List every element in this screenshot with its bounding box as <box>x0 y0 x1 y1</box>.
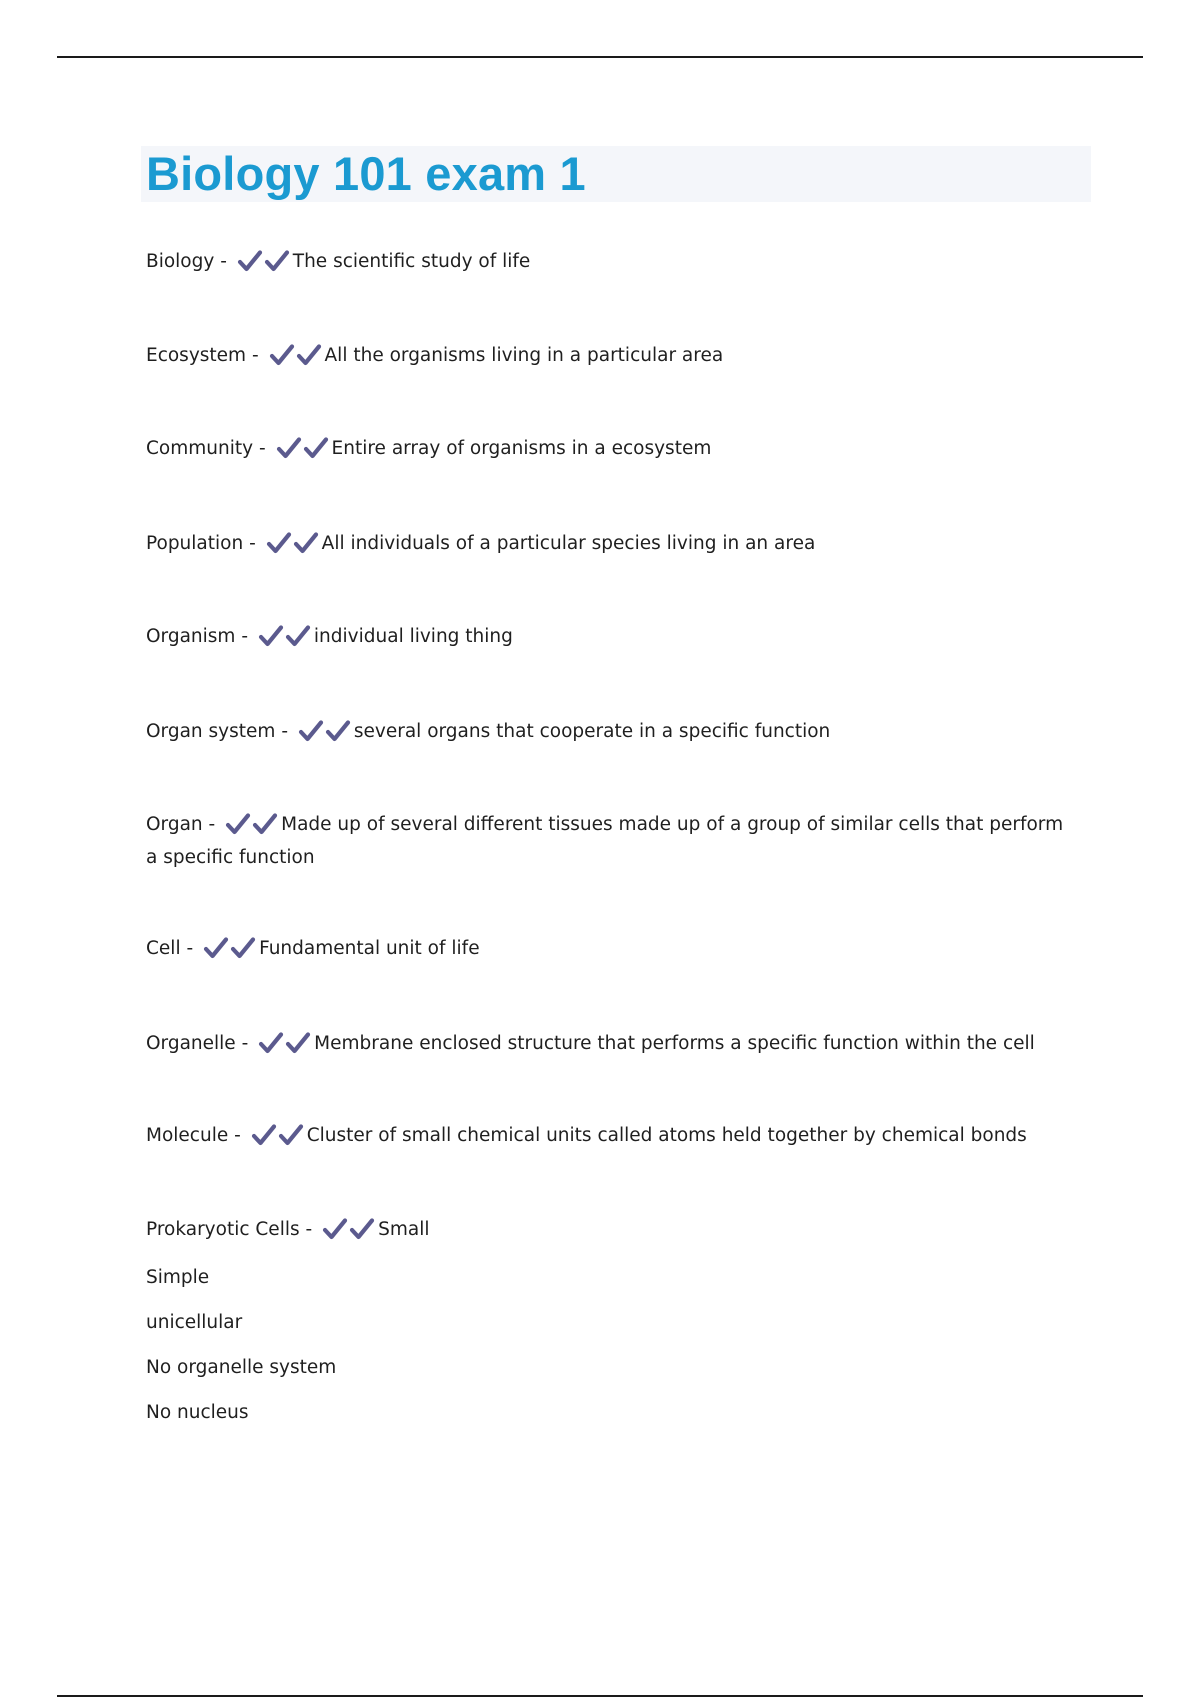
entry-organ <box>146 810 1066 873</box>
check-icon <box>276 437 303 459</box>
entry-definition: All individuals of a particular species living in an area <box>321 533 816 554</box>
check-icon <box>230 937 257 959</box>
entry-separator: - <box>281 721 288 742</box>
check-icon <box>258 625 285 647</box>
double-check-icon <box>266 532 320 562</box>
entry-term: Organ system <box>146 721 276 742</box>
check-icon <box>285 1032 312 1054</box>
entry-definition: The scientific study of life <box>292 251 531 272</box>
entry-extra-line: No organelle system <box>146 1357 337 1378</box>
check-icon <box>325 720 352 742</box>
entry-separator: - <box>241 1033 249 1054</box>
entry-molecule <box>146 1121 1066 1154</box>
entry-ecosystem <box>146 341 1066 374</box>
check-icon <box>303 437 330 459</box>
entry-cell <box>146 934 1066 967</box>
entry-definition: Cluster of small chemical units called atoms held together by chemical bonds <box>306 1125 1027 1146</box>
check-icon <box>266 532 293 554</box>
entry-term: Organelle <box>146 1033 236 1054</box>
entry-term: Organ <box>146 814 203 835</box>
check-icon <box>225 813 252 835</box>
entry-term: Community <box>146 438 254 459</box>
double-check-icon <box>237 250 291 280</box>
entry-separator: - <box>234 1125 241 1146</box>
entry-term: Molecule <box>146 1125 229 1146</box>
check-icon <box>293 532 320 554</box>
check-icon <box>278 1124 305 1146</box>
double-check-icon <box>269 344 323 374</box>
entry-separator: - <box>186 938 194 959</box>
check-icon <box>349 1218 376 1240</box>
entry-organism <box>146 622 1066 655</box>
entry-term: Prokaryotic Cells <box>146 1219 300 1240</box>
entry-term: Population <box>146 533 244 554</box>
check-icon <box>269 344 296 366</box>
check-icon <box>264 250 291 272</box>
entry-organ-system <box>146 717 1066 750</box>
double-check-icon <box>203 937 257 967</box>
double-check-icon <box>225 813 279 843</box>
entry-extra-line: unicellular <box>146 1312 243 1333</box>
footer-rule <box>57 1695 1143 1697</box>
double-check-icon <box>298 720 352 750</box>
entry-separator: - <box>305 1219 313 1240</box>
double-check-icon <box>258 1032 312 1062</box>
entry-definition: Membrane enclosed structure that performs a specific function within the cell <box>314 1033 1035 1054</box>
entry-separator: - <box>208 814 216 835</box>
check-icon <box>251 1124 278 1146</box>
check-icon <box>298 720 325 742</box>
check-icon <box>258 1032 285 1054</box>
entry-term: Organism <box>146 626 236 647</box>
entry-prokaryotic-cells <box>146 1215 1066 1428</box>
entry-separator: - <box>258 438 266 459</box>
entry-separator: - <box>251 345 259 366</box>
entry-community <box>146 434 1066 467</box>
entry-biology <box>146 247 1066 280</box>
entry-extra-line: Simple <box>146 1267 210 1288</box>
entry-definition: Entire array of organisms in a ecosystem <box>331 438 712 459</box>
entry-term: Ecosystem <box>146 345 247 366</box>
entry-definition: individual living thing <box>313 626 513 647</box>
entry-term: Biology <box>146 251 215 272</box>
double-check-icon <box>322 1218 376 1248</box>
check-icon <box>296 344 323 366</box>
page-title: Biology 101 exam 1 <box>146 147 586 200</box>
entry-separator: - <box>220 251 227 272</box>
entry-definition: several organs that cooperate in a specific function <box>353 721 831 742</box>
check-icon <box>322 1218 349 1240</box>
entry-definition: Made up of several different tissues made up of a group of similar cells that perform a specific function <box>146 814 1064 868</box>
entry-separator: - <box>241 626 249 647</box>
check-icon <box>237 250 264 272</box>
entry-term: Cell <box>146 938 181 959</box>
entry-organelle <box>146 1029 1066 1062</box>
entry-definition: Fundamental unit of life <box>259 938 480 959</box>
double-check-icon <box>251 1124 305 1154</box>
entry-definition: All the organisms living in a particular area <box>324 345 724 366</box>
entry-separator: - <box>249 533 256 554</box>
entry-definition: Small <box>378 1219 430 1240</box>
check-icon <box>252 813 279 835</box>
entry-population <box>146 529 1066 562</box>
double-check-icon <box>276 437 330 467</box>
entry-extra-line: No nucleus <box>146 1402 249 1423</box>
check-icon <box>203 937 230 959</box>
check-icon <box>285 625 312 647</box>
header-rule <box>57 56 1143 58</box>
double-check-icon <box>258 625 312 655</box>
